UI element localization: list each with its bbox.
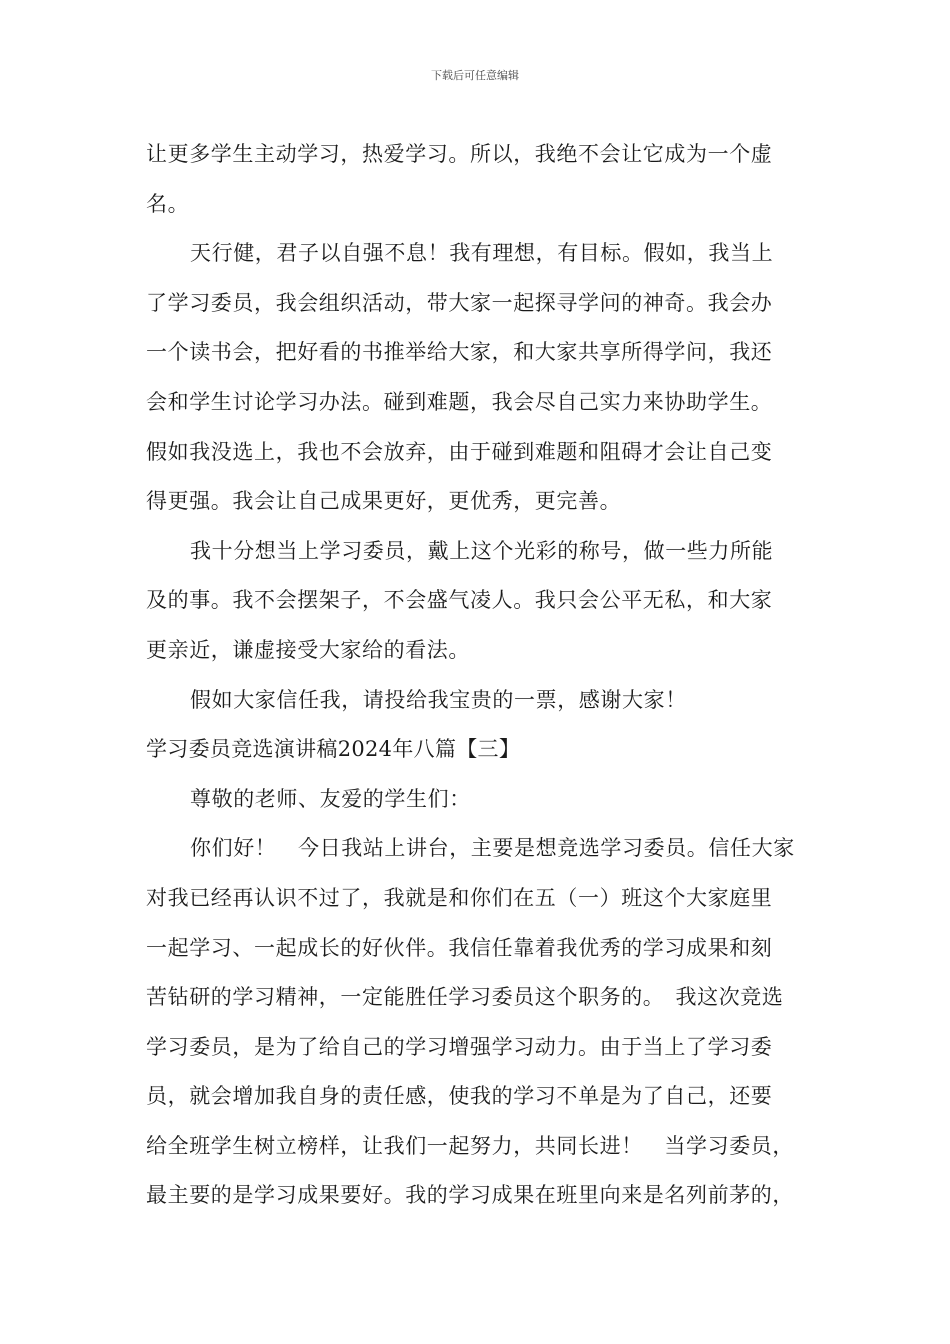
text-line: 名。 <box>146 191 190 216</box>
page-header: 下载后可任意编辑 <box>431 69 519 82</box>
paragraph-start-line: 你们好！ 今日我站上讲台，主要是想竞选学习委员。信任大家 <box>190 836 795 861</box>
text-line: 让更多学生主动学习，热爱学习。所以，我绝不会让它成为一个虚 <box>146 142 773 166</box>
text-line: 苦钻研的学习精神，一定能胜任学习委员这个职务的。 我这次竞选 <box>146 985 784 1010</box>
text-line: 最主要的是学习成果要好。我的学习成果在班里向来是名列前茅的， <box>146 1183 794 1208</box>
text-line: 对我已经再认识不过了，我就是和你们在五（一）班这个大家庭里 <box>146 885 773 910</box>
text-line: 假如我没选上，我也不会放弃，由于碰到难题和阻碍才会让自己变 <box>146 439 773 464</box>
salutation-line: 尊敬的老师、友爱的学生们： <box>190 786 471 811</box>
paragraph-start-line: 假如大家信任我，请投给我宝贵的一票，感谢大家！ <box>190 687 687 712</box>
text-line: 学习委员，是为了给自己的学习增强学习动力。由于当上了学习委 <box>146 1034 773 1059</box>
text-line: 及的事。我不会摆架子，不会盛气凌人。我只会公平无私，和大家 <box>146 588 773 613</box>
text-line: 给全班学生树立榜样，让我们一起努力，共同长进！ 当学习委员， <box>146 1133 794 1158</box>
text-line: 员，就会增加我自身的责任感，使我的学习不单是为了自己，还要 <box>146 1084 773 1109</box>
document-body <box>146 130 836 1221</box>
text-line: 一起学习、一起成长的好伙伴。我信任靠着我优秀的学习成果和刻 <box>146 935 773 960</box>
text-line: 更亲近，谦虚接受大家给的看法。 <box>146 637 470 662</box>
text-line: 得更强。我会让自己成果更好，更优秀，更完善。 <box>146 489 622 514</box>
section-heading: 学习委员竞选演讲稿2024年八篇【三】 <box>146 737 521 762</box>
paragraph-start-line: 天行健，君子以自强不息！我有理想，有目标。假如，我当上 <box>190 241 774 266</box>
text-line: 了学习委员，我会组织活动，带大家一起探寻学问的神奇。我会办 <box>146 290 773 315</box>
text-line: 会和学生讨论学习办法。碰到难题，我会尽自己实力来协助学生。 <box>146 389 773 414</box>
text-line: 一个读书会，把好看的书推举给大家，和大家共享所得学问，我还 <box>146 340 773 365</box>
paragraph-start-line: 我十分想当上学习委员，戴上这个光彩的称号，做一些力所能 <box>190 538 774 563</box>
